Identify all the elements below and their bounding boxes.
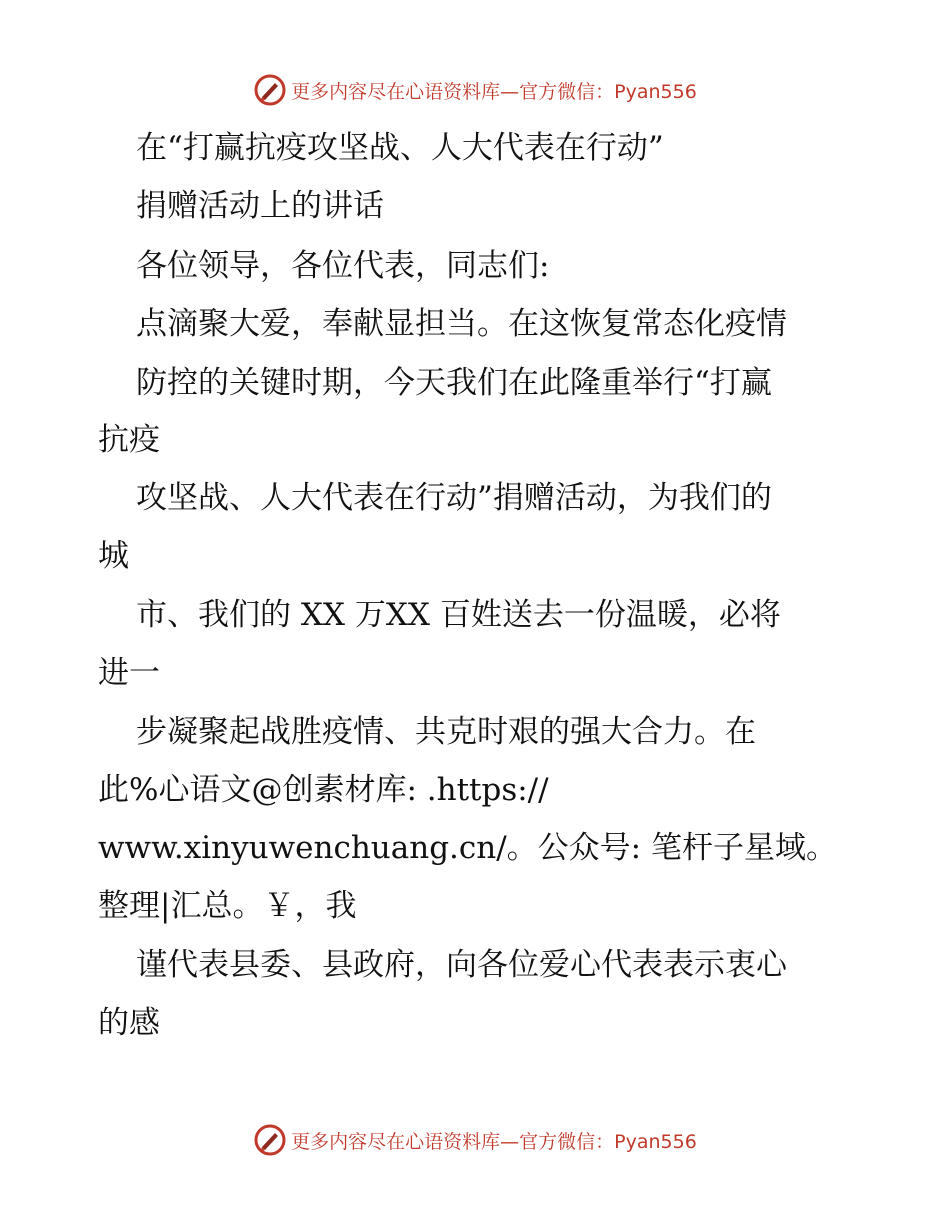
paragraph-line: 点滴聚大爱，奉献显担当。在这恢复常态化疫情 (136, 306, 787, 342)
paragraph-line: 整理|汇总。￥，我 (98, 888, 357, 924)
title-line-2: 捐赠活动上的讲话 (136, 188, 384, 224)
salutation: 各位领导，各位代表，同志们: (136, 248, 550, 284)
pen-logo-icon (253, 1123, 287, 1157)
footer-banner (0, 1120, 950, 1160)
pen-logo-icon (253, 73, 287, 107)
header-banner-text: 更多内容尽在心语资料库—官方微信：Pyan556 (291, 80, 697, 103)
footer-banner-text: 更多内容尽在心语资料库—官方微信：Pyan556 (291, 1130, 697, 1153)
paragraph-line: 攻坚战、人大代表在行动”捐赠活动，为我们的 (136, 480, 772, 516)
paragraph-line: 抗疫 (98, 422, 160, 458)
header-banner (0, 70, 950, 110)
paragraph-line: 此%心语文@创素材库: .https:// (98, 772, 549, 808)
paragraph-line: 的感 (98, 1005, 160, 1041)
paragraph-line: 防控的关键时期，今天我们在此隆重举行“打赢 (136, 365, 772, 401)
title-line-1: 在“打赢抗疫攻坚战、人大代表在行动” (136, 130, 664, 166)
paragraph-line: www.xinyuwenchuang.cn/。公众号: 笔杆子星域。 (98, 830, 837, 866)
paragraph-line: 谨代表县委、县政府，向各位爱心代表表示衷心 (136, 947, 787, 983)
paragraph-line: 城 (98, 538, 129, 574)
paragraph-line: 市、我们的 XX 万XX 百姓送去一份温暖，必将 (136, 597, 781, 633)
paragraph-line: 进一 (98, 655, 160, 691)
paragraph-line: 步凝聚起战胜疫情、共克时艰的强大合力。在 (136, 714, 756, 750)
